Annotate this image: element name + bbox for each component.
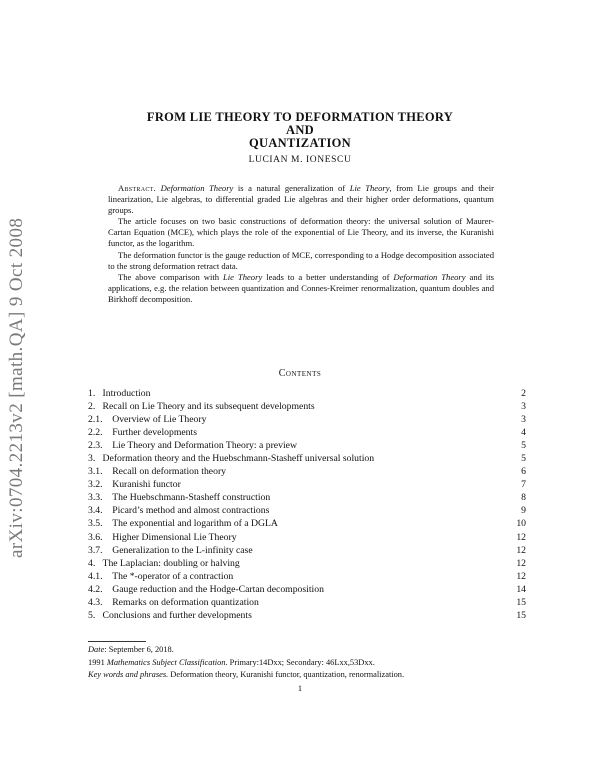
toc-entry-page: 15 [516, 596, 526, 608]
toc-entry-title: The Laplacian: doubling or halving [102, 557, 240, 569]
toc-entry-number: 3.1. [88, 466, 113, 478]
toc-entry[interactable] [88, 583, 526, 596]
title-line-1: FROM LIE THEORY TO DEFORMATION THEORY [146, 110, 454, 124]
toc-entry[interactable] [88, 478, 526, 491]
toc-entry-number: 3.5. [88, 518, 113, 530]
term-lie-theory: Lie Theory [223, 271, 263, 282]
toc-entry-number: 1. [88, 388, 103, 399]
toc-entry-number: 5. [88, 609, 103, 621]
toc-entry-number: 2.1. [88, 414, 113, 426]
toc-entry-page: 12 [516, 570, 526, 582]
abstract-text: The above comparison with [118, 271, 223, 282]
toc-entry-title: Deformation theory and the Huebschmann-Stasheff universal solution [102, 453, 375, 465]
abstract-paragraph-3: The deformation functor is the gauge reduction of MCE, corresponding to a Hodge decomposition associated to the strong deformation retract data. [108, 249, 494, 271]
toc-entry-page: 4 [521, 427, 526, 439]
toc-entry-title: Generalization to the L-infinity case [112, 544, 253, 556]
toc-entry-page: 3 [521, 401, 526, 413]
keywords-value: Deformation theory, Kuranishi functor, quantization, renormalization. [168, 670, 405, 679]
toc-entry-page: 8 [521, 492, 526, 504]
abstract-label: Abstract. [118, 183, 157, 193]
abstract-text: is a natural generalization of [233, 183, 350, 193]
toc-entry[interactable] [88, 517, 526, 530]
toc-entry-title: Recall on Lie Theory and its subsequent developments [102, 401, 315, 413]
term-lie-theory: Lie Theory [349, 183, 390, 193]
toc-entry-page: 12 [516, 544, 526, 556]
abstract-paragraph-4 [108, 272, 494, 305]
toc-entry[interactable] [88, 426, 526, 439]
toc-entry-page: 2 [521, 388, 526, 399]
toc-entry[interactable] [88, 570, 526, 583]
toc-entry-title: Remarks on deformation quantization [112, 596, 259, 608]
toc-entry-number: 3.4. [88, 505, 113, 517]
toc-entry-number: 4.3. [88, 596, 113, 608]
toc-entry-number: 2.2. [88, 427, 113, 439]
toc-entry[interactable] [88, 413, 526, 426]
author-name: LUCIAN M. IONESCU [248, 155, 352, 165]
toc-entry[interactable] [88, 557, 526, 570]
toc-entry[interactable] [88, 596, 526, 609]
abstract-paragraph-1 [108, 183, 494, 216]
toc-entry[interactable] [88, 491, 526, 504]
term-deformation-theory: Deformation Theory [160, 183, 234, 193]
toc-entry-page: 14 [516, 583, 526, 595]
date-label: Date [88, 645, 105, 654]
toc-entry-number: 3.2. [88, 479, 113, 491]
toc-entry[interactable] [88, 439, 526, 452]
toc-entry[interactable] [88, 400, 526, 413]
msc-value: Primary:14Dxx; Secondary: 46Lxx,53Dxx. [227, 658, 375, 667]
toc-entry-number: 3.7. [88, 544, 113, 556]
toc-entry-page: 5 [521, 440, 526, 452]
title-line-2: AND [286, 123, 314, 137]
toc-entry-page: 10 [516, 518, 526, 530]
toc-entry-title: Gauge reduction and the Hodge-Cartan decomposition [112, 583, 324, 595]
toc-entry-title: Higher Dimensional Lie Theory [112, 531, 237, 543]
toc-entry-page: 7 [521, 479, 526, 491]
abstract-text: , from Lie groups and their linearization, Lie algebras, to differential graded Lie algebras and their higher order deformations, quantum groups. [108, 183, 494, 216]
abstract-text: and its applications, e.g. the relation between quantization and Connes-Kreimer renormalization, quantum doubles and Birkhoff decomposition. [108, 271, 494, 304]
date-value: : September 6, 2018. [104, 645, 174, 654]
toc-entry-title: Kuranishi functor [112, 479, 181, 491]
title-line-3: QUANTIZATION [249, 136, 351, 150]
toc-entry[interactable] [88, 452, 526, 465]
table-of-contents [88, 387, 526, 622]
msc-year: 1991 [88, 658, 107, 667]
contents-heading: Contents [278, 368, 322, 379]
footnote-keywords [88, 670, 404, 679]
toc-entry[interactable] [88, 465, 526, 478]
footnote-rule [88, 641, 146, 642]
footnote-msc [88, 658, 375, 667]
toc-entry[interactable] [88, 609, 526, 622]
toc-entry-title: Lie Theory and Deformation Theory: a preview [112, 440, 297, 452]
toc-entry-number: 3.3. [88, 492, 113, 504]
toc-entry[interactable] [88, 504, 526, 517]
toc-entry-number: 2.3. [88, 440, 113, 452]
toc-entry-number: 2. [88, 401, 103, 413]
toc-entry-number: 3. [88, 453, 103, 465]
toc-entry-page: 12 [516, 531, 526, 543]
term-deformation-theory: Deformation Theory [393, 271, 466, 282]
toc-entry[interactable] [88, 544, 526, 557]
toc-entry[interactable] [88, 387, 526, 400]
page-number: 1 [297, 683, 303, 693]
toc-entry-title: The Huebschmann-Stasheff construction [112, 492, 271, 504]
toc-entry-number: 4. [88, 557, 103, 569]
toc-entry-number: 4.2. [88, 583, 113, 595]
toc-entry-title: The *-operator of a contraction [112, 570, 234, 582]
toc-entry-title: The exponential and logarithm of a DGLA [112, 518, 278, 530]
msc-label: Mathematics Subject Classification. [106, 658, 228, 667]
toc-entry-title: Conclusions and further developments [102, 609, 252, 621]
toc-entry-page: 9 [521, 505, 526, 517]
toc-entry-page: 3 [521, 414, 526, 426]
toc-entry[interactable] [88, 531, 526, 544]
toc-entry-title: Picard’s method and almost contractions [112, 505, 270, 517]
abstract-text: leads to a better understanding of [262, 271, 394, 282]
toc-entry-title: Recall on deformation theory [112, 466, 227, 478]
toc-entry-number: 3.6. [88, 531, 113, 543]
toc-entry-page: 6 [521, 466, 526, 478]
toc-entry-page: 15 [516, 609, 526, 621]
keywords-label: Key words and phrases. [88, 670, 169, 679]
toc-entry-title: Overview of Lie Theory [112, 414, 207, 426]
toc-entry-page: 5 [521, 453, 526, 465]
toc-entry-title: Further developments [112, 427, 197, 439]
toc-entry-number: 4.1. [88, 570, 113, 582]
abstract-paragraph-2: The article focuses on two basic constructions of deformation theory: the universal solution of Maurer-Cartan Equation (MCE), which plays the role of the exponential of Lie Theory, and its inverse, the Kuranishi functor, as the logarithm. [108, 216, 494, 249]
toc-entry-page: 12 [516, 557, 526, 569]
footnote-date [88, 645, 174, 654]
abstract [108, 183, 494, 305]
arxiv-identifier-sidebar: arXiv:0704.2213v2 [math.QA] 9 Oct 2008 [6, 217, 27, 558]
toc-entry-title: Introduction [102, 388, 151, 399]
